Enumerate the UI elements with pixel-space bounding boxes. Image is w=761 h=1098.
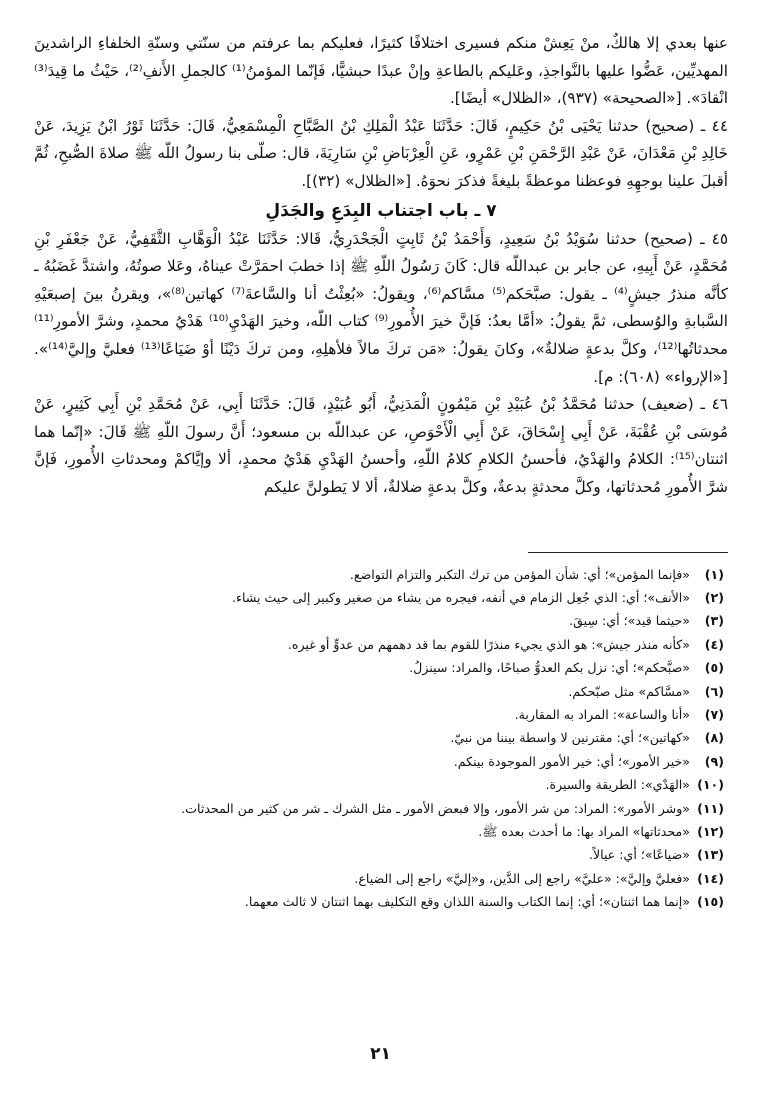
footnote-text: «الهَدْي»: الطريقة والسيرة.: [545, 777, 690, 793]
footnote-number: (١٣): [697, 847, 724, 863]
footnote-text: «محدثاتها» المراد بها: ما أحدث بعده ﷺ.: [478, 823, 690, 839]
footnote-item: [34, 633, 728, 656]
paragraph-hadith-46: ٤٦ ـ (ضعيف) حدثنا مُحَمَّدُ بْنُ عُبَيْدِ بْنِ مَيْمُونٍ الْمَدَنِيُّ، أَبُو عُبَيْدٍ، قَالَ: حَدَّثَنَا أَبِي، عَنْ مُحَمَّدِ بْنِ أَبِي كَثِيرٍ، عَنْ مُوسَى بْنِ عُقْبَةَ، عَنْ أَبِي إِسْحَاقَ، عَنْ أَبِي الْأَحْوَصِ، عن عبداللّه بن مسعود؛ أَنَّ رسولَ اللّهِ ﷺ قَالَ: «إنّما هما اثنتان⁽¹⁵⁾: الكلامُ والهَدْيُ، فأحسنُ الكلامِ كلامُ اللّهِ، وأحسنُ الهَدْيِ هَدْيُ محمدٍ، ألا وإيَّاكمْ ومحدثاتِ الأُمورِ، فَإنَّ شرَّ الأُمورِ مُحدثاتها، وكلَّ محدثةٍ بدعةٌ، وكلَّ بدعةٍ ضلالةٌ، ألا لا يَطولنَّ عليكم: [34, 395, 728, 496]
footnote-number: (٨): [704, 730, 724, 746]
footnote-number: (٥): [704, 660, 724, 676]
footnote-text: «أنا والساعة»: المراد به المقاربة.: [514, 706, 690, 722]
book-page: [34, 30, 728, 914]
footnote-text: «صبَّحكم»؛ أي: نزل بكم العدوُّ صباحًا، والمراد: سينزلُ.: [409, 660, 690, 676]
footnote-item: [34, 750, 728, 773]
footnote-text: «حيثما قيد»؛ أي: سِيقَ.: [569, 613, 690, 629]
footnote-item: [34, 773, 728, 796]
footnote-text: «كأنه منذر جيش»: هو الذي يجيء منذرًا للقوم بما قد دهمهم من عدوٍّ أو غيره.: [287, 636, 690, 652]
footnote-number: (٩): [704, 753, 724, 769]
footnote-number: (١): [704, 566, 724, 582]
footnote-text: «الأنف»؛ أي: الذي جُعِل الزمام في أنفه، فيجره من يشاء من صغير وكبير إلى حيث يشاء.: [232, 589, 690, 605]
footnote-text: «إنما هما اثنتان»؛ أي: إنما الكتاب والسنة اللذان وقع التكليف بهما اثنتان لا ثالث معهما.: [244, 894, 690, 910]
footnote-item: [34, 843, 728, 866]
paragraph-hadith-44: ٤٤ ـ (صحيح) حدثنا يَحْيَى بْنُ حَكِيمٍ، قَالَ: حَدَّثَنَا عَبْدُ الْمَلِكِ بْنُ الصَّبَّاحِ الْمِسْمَعِيُّ، قَالَ: حَدَّثَنَا ثَوْرُ ابْنُ يَزِيدَ، عَنْ خَالِدِ بْنِ مَعْدَانَ، عَنْ عَبْدِ الرَّحْمَنِ بْنِ عَمْرٍو، عَنِ الْعِرْبَاضِ بْنِ سَارِيَةَ، قال: صلّى بنا رسولُ اللّه ﷺ صلاةَ الصُّبحِ، ثُمَّ أقبلَ علينا بوجهِهِ فوعظنا موعظةً بليغةً فذكرَ نحوَهُ. [«الظلال» (٣٢)].: [34, 116, 728, 190]
footnote-number: (٣): [704, 613, 724, 629]
page-number: ٢١: [370, 1044, 391, 1064]
footnote-number: (٢): [704, 589, 724, 605]
footnote-text: «كهاتين»؛ أي: مقترنين لا واسطة بيننا من نبيّ.: [450, 730, 690, 746]
footnote-number: (١٥): [697, 894, 724, 910]
footnote-text: «خير الأمور»؛ أي: خير الأمور الموجودة بينكم.: [453, 753, 690, 769]
footnote-number: (٤): [704, 636, 724, 652]
footnote-divider: [528, 552, 728, 553]
footnote-item: [34, 609, 728, 632]
footnote-text: «ضياعًا»؛ أي: عيالاً.: [588, 847, 690, 863]
footnote-item: [34, 680, 728, 703]
paragraph-hadith-45: ٤٥ ـ (صحيح) حدثنا سُوَيْدُ بْنُ سَعِيدٍ، وَأَحْمَدُ بْنُ ثَابِتٍ الْجَحْدَرِيُّ، قَالا: حَدَّثَنَا عَبْدُ الْوَهَّابِ الثَّقَفِيُّ، عَنْ جَعْفَرِ بْنِ مُحَمَّدٍ، عَنْ أَبِيهِ، عن جابر بن عبداللّه قال: كَانَ رَسُولُ اللّهِ ﷺ إذا خطبَ احمَرَّتْ عيناهُ، وعَلا صوتُهُ، واشتدَّ غَضَبُهُ ـ كأنَّه منذرُ جيشٍ⁽⁴⁾ ـ يقول: صبَّحَكم⁽⁵⁾ مسَّاكم⁽⁶⁾، ويقولُ: «بُعِثْتُ أنا والسَّاعةَ⁽⁷⁾ كهاتين⁽⁸⁾»، ويقرنُ بينَ إصبعَيْهِ السَّبابةِ والوُسطى، ثمَّ يقولُ: «أمَّا بعدُ: فَإنَّ خيرَ الأُمورِ⁽⁹⁾ كتاب اللّه، وخيرَ الهَدْيِ⁽¹⁰⁾ هَدْيُ محمدٍ، وشرَّ الأمورِ⁽¹¹⁾ محدثاتُها⁽¹²⁾، وكلَّ بدعةٍ ضلالةٌ»، وكانَ يقولُ: «مَن تركَ مالاً فلأهلِهِ، ومن تركَ دَيْنًا أوْ ضَيَاعًا⁽¹³⁾ فعليَّ وإليَّ⁽¹⁴⁾». [«الإرواء» (٦٠٨): م].: [34, 229, 728, 386]
footnote-number: (١٤): [697, 870, 724, 886]
footnote-item: [34, 563, 728, 586]
footnote-item: [34, 867, 728, 890]
main-text: [34, 30, 728, 502]
footnote-number: (١١): [697, 800, 724, 816]
footnote-item: [34, 890, 728, 913]
chapter-heading: ٧ ـ باب اجتناب البِدَعِ والجَدَلِ: [265, 200, 497, 221]
paragraph-continuation: عنها بعدي إلا هالكٌ، منْ يَعِشْ منكم فسيرى اختلافًا كثيرًا، فعليكم بما عرفتم من سنّتي وسنّةِ الخلفاءِ الراشدينَ المهديِّين، عَضُّوا عليها بالنَّواجذِ، وعَليكم بالطاعةِ وإنْ عبدًا حبشيًّا، فَإنّما المؤمنُ⁽¹⁾ كالجملِ الأَنفِ⁽²⁾، حَيْثُ ما قِيدَ⁽³⁾ انْقادَ». [«الصحيحة» (٩٣٧)، «الظلال» أيضًا].: [34, 34, 728, 108]
footnote-item: [34, 703, 728, 726]
footnote-item: [34, 656, 728, 679]
footnote-number: (٧): [704, 706, 724, 722]
footnote-number: (١٠): [697, 777, 724, 793]
footnotes: [34, 563, 728, 914]
footnote-item: [34, 820, 728, 843]
footnote-item: [34, 726, 728, 749]
footnote-text: «فعليَّ وإليَّ»: «عليَّ» راجع إلى الدَّين، و«إليَّ» راجع إلى الضياع.: [354, 870, 690, 886]
footnote-text: «فإنما المؤمن»؛ أي: شأن المؤمن من ترك التكبر والتزام التواضع.: [349, 566, 690, 582]
footnote-number: (١٢): [697, 823, 724, 839]
footnote-item: [34, 586, 728, 609]
footnote-text: «وشر الأمور»: المراد: من شر الأمور، وإلا فبعض الأمور ـ مثل الشرك ـ شر من كثير من المحدثات.: [181, 800, 690, 816]
footnote-text: «مسَّاكم» مثل صبّحكم.: [568, 683, 690, 699]
footnote-item: [34, 797, 728, 820]
footnote-number: (٦): [704, 683, 724, 699]
